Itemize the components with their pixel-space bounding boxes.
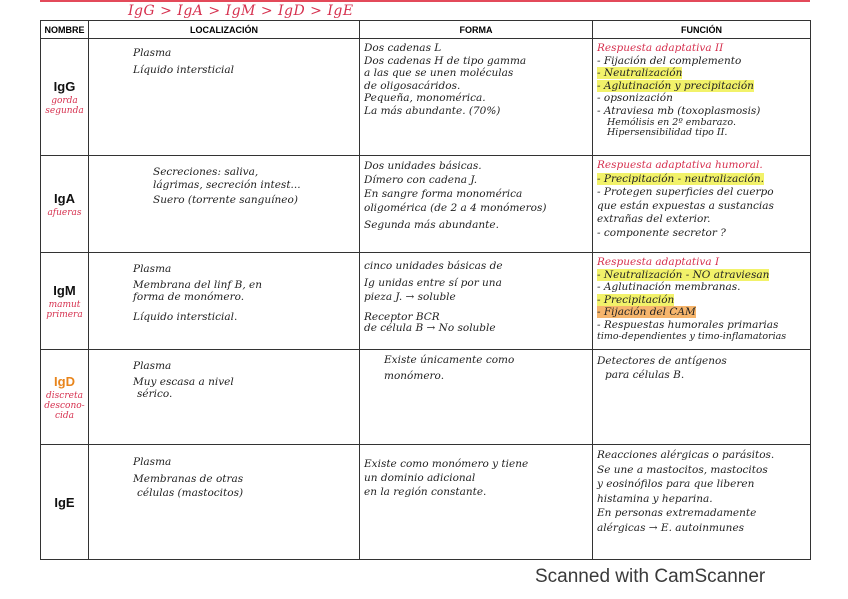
text-line: células (mastocitos) [137, 487, 244, 499]
text-line: timo-dependientes y timo-inflamatorias [597, 330, 787, 342]
ig-name: IgA [54, 190, 75, 206]
text-line: Receptor BCR [364, 311, 440, 323]
text-line: monómero. [384, 369, 445, 382]
funcion-cell [593, 39, 811, 156]
text-line: - Atraviesa mb (toxoplasmosis) [597, 104, 761, 117]
text-line: Secreciones: saliva, [153, 166, 259, 178]
text-line: histamina y heparina. [597, 492, 713, 505]
text-line: - Respuestas humorales primarias [597, 318, 779, 331]
text-line: - Aglutinación membranas. [597, 281, 741, 294]
text-line: Membrana del linf B, en [133, 278, 262, 291]
text-line [597, 173, 806, 187]
text-line: En personas extremadamente [597, 507, 757, 519]
text-line: en la región constante. [364, 486, 487, 498]
ig-name: IgD [54, 373, 75, 389]
text-line: cinco unidades básicas de [364, 260, 503, 272]
table-row [41, 156, 811, 253]
forma-cell [360, 350, 593, 445]
funcion-cell [593, 156, 811, 253]
ig-name: IgM [53, 282, 76, 298]
localizacion-cell [89, 39, 360, 156]
text-line: Membranas de otras [133, 473, 244, 485]
funcion-cell [593, 253, 811, 350]
text-line [597, 67, 806, 80]
ig-note: discreta [46, 390, 83, 401]
name-cell-iga [41, 156, 89, 253]
text-line: que están expuestas a sustancias [597, 199, 774, 212]
forma-cell [360, 253, 593, 350]
localizacion-cell [89, 445, 360, 560]
text-line: oligomérica (de 2 a 4 monómeros) [364, 202, 547, 214]
text-line: de célula B → No soluble [364, 322, 496, 334]
ig-note: mamut [48, 299, 81, 310]
scanner-watermark: Scanned with CamScanner [535, 566, 766, 587]
top-red-line [40, 0, 810, 2]
table-row [41, 350, 811, 445]
text-line: La más abundante. (70%) [364, 104, 501, 117]
ig-note: segunda [45, 105, 84, 116]
text-line: Plasma [133, 263, 172, 275]
text-line: Plasma [133, 47, 172, 59]
localizacion-cell [89, 350, 360, 445]
text-line [597, 55, 806, 68]
text-line: Dos unidades básicas. [364, 160, 482, 172]
header-funcion: FUNCIÓN [593, 21, 811, 39]
header-row [41, 21, 811, 39]
text-line: - Protegen superficies del cuerpo [597, 186, 774, 198]
text-line: Reacciones alérgicas o parásitos. [597, 449, 775, 461]
highlighted-text: - Neutralización - NO atraviesan [597, 268, 770, 281]
immunoglobulin-table [40, 20, 811, 560]
text-line: Suero (torrente sanguíneo) [153, 194, 298, 207]
text-line: Detectores de antígenos [597, 355, 727, 367]
text-line: forma de monómero. [133, 291, 245, 304]
text-line: a las que se unen moléculas [364, 67, 514, 80]
ig-name: IgE [54, 494, 75, 510]
highlighted-text: - Precipitación - neutralización. [597, 172, 764, 185]
text-line: y eosinófilos para que liberen [597, 478, 755, 490]
text-line: sérico. [137, 388, 173, 401]
text-line: Existe como monómero y tiene [364, 458, 529, 470]
funcion-title: Respuesta adaptativa humoral. [597, 159, 763, 171]
highlighted-text: - Aglutinación y precipitación [597, 79, 754, 92]
text-line: Se une a mastocitos, mastocitos [597, 463, 768, 476]
text-line: Ig unidas entre sí por una [364, 277, 502, 289]
highlighted-text: - Neutralización [597, 67, 683, 80]
ig-note: cida [54, 410, 75, 421]
table-row [41, 253, 811, 350]
funcion-title: Respuesta adaptativa I [597, 256, 720, 268]
text-line: Pequeña, monomérica. [364, 92, 486, 105]
funcion-title: Respuesta adaptativa II [597, 42, 724, 54]
text-line: Plasma [133, 456, 172, 468]
forma-cell [360, 445, 593, 560]
ig-note: afueras [47, 207, 82, 218]
text-line: lágrimas, secreción intest... [153, 178, 301, 191]
forma-cell [360, 39, 593, 156]
text-line: alérgicas → E. autoinmunes [597, 521, 745, 534]
text-line: Líquido intersticial [133, 63, 234, 76]
name-cell-ige [41, 445, 89, 560]
text-line: Dos cadenas L [364, 42, 442, 54]
ig-note: descono- [44, 400, 85, 411]
funcion-cell [593, 445, 811, 560]
highlighted-text: - Precipitación [597, 293, 675, 306]
text-line: Segunda más abundante. [364, 219, 499, 231]
text-line: de oligosacáridos. [364, 79, 461, 92]
header-nombre: NOMBRE [41, 21, 89, 39]
text-line: - Fijación del complemento [597, 54, 742, 67]
text-line: Muy escasa a nivel [133, 375, 234, 388]
ig-name: IgG [53, 78, 76, 94]
hierarchy-note: IgG > IgA > IgM > IgD > IgE [128, 3, 354, 19]
highlighted-text: - Fijación del CAM [597, 306, 696, 319]
localizacion-cell [89, 253, 360, 350]
text-line: En sangre forma monomérica [364, 188, 523, 200]
text-line: Dímero con cadena J. [364, 174, 478, 186]
table-row [41, 39, 811, 156]
text-line: pieza J. → soluble [364, 291, 456, 303]
text-line: - componente secretor ? [597, 226, 726, 239]
text-line: - opsonización [597, 92, 673, 105]
ig-note: gorda [51, 95, 78, 106]
name-cell-igd [41, 350, 89, 445]
header-localizacion: LOCALIZACIÓN [89, 21, 360, 39]
text-line [597, 294, 806, 307]
text-line: Existe únicamente como [384, 354, 515, 366]
funcion-cell [593, 350, 811, 445]
header-forma: FORMA [360, 21, 593, 39]
name-cell-igm [41, 253, 89, 350]
ig-note: primera [46, 309, 83, 320]
text-line [597, 306, 806, 319]
name-cell-igg [41, 39, 89, 156]
table-row [41, 445, 811, 560]
text-line: Plasma [133, 360, 172, 372]
text-line: extrañas del exterior. [597, 213, 711, 225]
text-line: Líquido intersticial. [133, 310, 238, 323]
text-line: Hipersensibilidad tipo II. [607, 126, 728, 138]
text-line [597, 269, 806, 282]
localizacion-cell [89, 156, 360, 253]
text-line: para células B. [605, 369, 685, 381]
text-line: un dominio adicional [364, 472, 476, 484]
text-line: Dos cadenas H de tipo gamma [364, 54, 527, 67]
forma-cell [360, 156, 593, 253]
text-line [597, 80, 806, 93]
text-line: Hemólisis en 2º embarazo. [607, 116, 736, 128]
